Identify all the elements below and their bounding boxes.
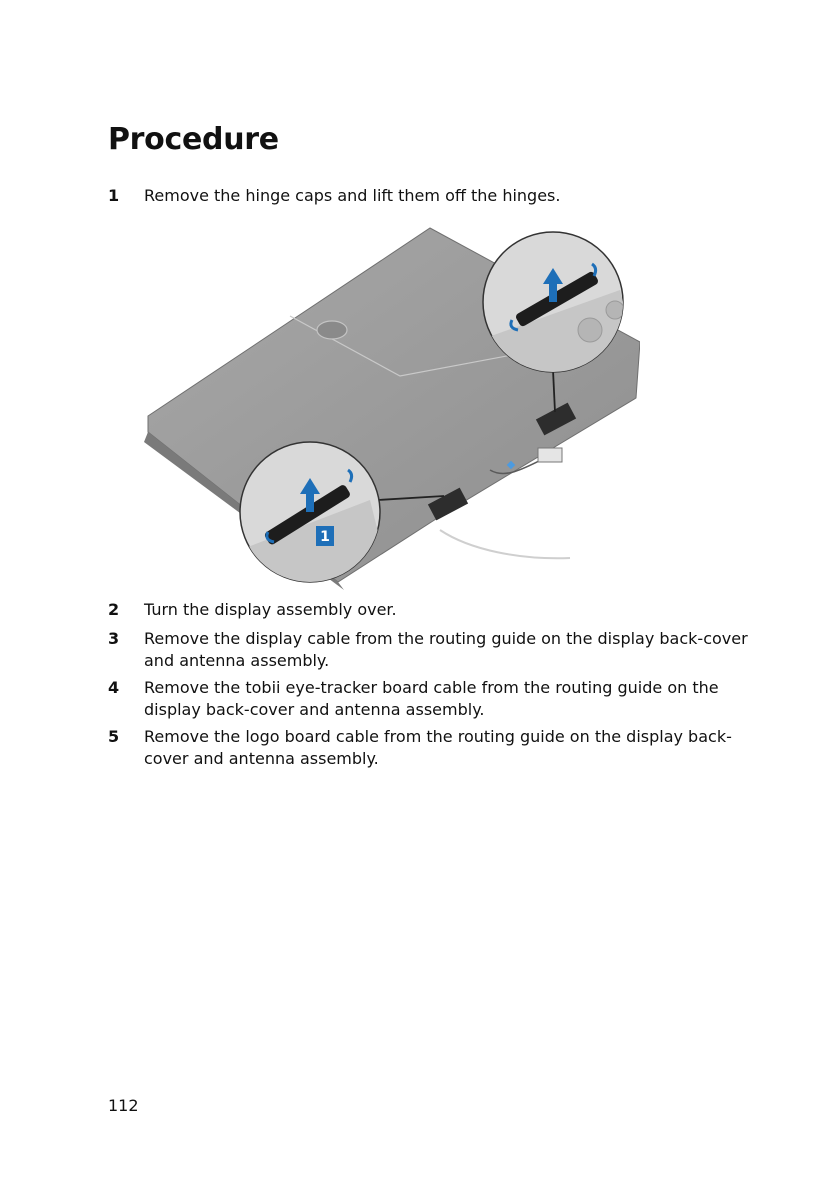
step-number: 2	[108, 600, 120, 619]
hinge-cap-removal-illustration	[140, 220, 640, 592]
step-text: Turn the display assembly over.	[144, 600, 397, 619]
page-heading: Procedure	[108, 122, 279, 157]
step-3	[108, 628, 748, 672]
step-4	[108, 677, 748, 721]
antenna-cable	[440, 530, 570, 558]
step-number: 4	[108, 678, 120, 697]
logo-recess	[317, 321, 347, 339]
step-number: 5	[108, 727, 120, 746]
callout-label: 1	[320, 529, 330, 545]
step-2	[108, 599, 748, 621]
step-text: Remove the hinge caps and lift them off the hinges.	[144, 186, 561, 205]
step-number: 3	[108, 629, 120, 648]
step-text: Remove the display cable from the routing guide on the display back-cover and antenna assembly.	[144, 629, 748, 670]
step-1	[108, 185, 748, 207]
illustration-svg	[140, 220, 640, 592]
cable-connector	[538, 448, 562, 462]
step-text: Remove the logo board cable from the routing guide on the display back-cover and antenna assembly.	[144, 727, 732, 768]
page-number: 112	[108, 1096, 139, 1115]
step-number: 1	[108, 186, 120, 205]
step-text: Remove the tobii eye-tracker board cable from the routing guide on the display back-cover and antenna assembly.	[144, 678, 719, 719]
step-5	[108, 726, 748, 770]
